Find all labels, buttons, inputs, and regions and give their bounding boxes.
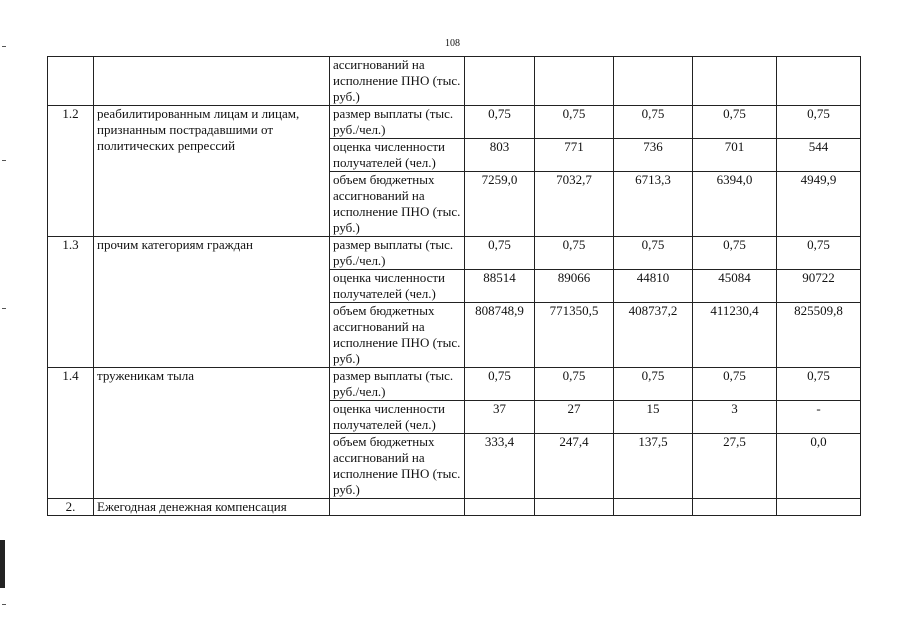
value-cell [614, 499, 693, 516]
value-cell: 45084 [693, 270, 777, 303]
value-cell [465, 499, 535, 516]
value-cell: 0,75 [777, 237, 861, 270]
value-cell: 771 [535, 139, 614, 172]
value-cell: 44810 [614, 270, 693, 303]
value-cell [693, 499, 777, 516]
value-cell: 0,75 [614, 368, 693, 401]
value-cell: 0,0 [777, 434, 861, 499]
value-cell: 0,75 [465, 237, 535, 270]
table-row [48, 237, 861, 270]
category-name-cell: прочим категориям граждан [94, 237, 330, 368]
value-cell: 37 [465, 401, 535, 434]
value-cell [777, 499, 861, 516]
value-cell: 3 [693, 401, 777, 434]
value-cell [777, 57, 861, 106]
table-row [48, 499, 861, 516]
indicator-cell: оценка численности получателей (чел.) [330, 401, 465, 434]
value-cell: 27,5 [693, 434, 777, 499]
value-cell: 4949,9 [777, 172, 861, 237]
value-cell: 0,75 [614, 237, 693, 270]
value-cell: 247,4 [535, 434, 614, 499]
value-cell: 736 [614, 139, 693, 172]
value-cell: 0,75 [693, 237, 777, 270]
value-cell: 0,75 [777, 106, 861, 139]
value-cell: 771350,5 [535, 303, 614, 368]
value-cell: 544 [777, 139, 861, 172]
value-cell: 803 [465, 139, 535, 172]
row-number-cell: 1.2 [48, 106, 94, 237]
value-cell [535, 499, 614, 516]
value-cell: 0,75 [535, 237, 614, 270]
value-cell [535, 57, 614, 106]
category-name-cell: труженикам тыла [94, 368, 330, 499]
value-cell: 825509,8 [777, 303, 861, 368]
value-cell: 0,75 [465, 368, 535, 401]
indicator-cell: размер выплаты (тыс. руб./чел.) [330, 106, 465, 139]
value-cell: 0,75 [535, 106, 614, 139]
value-cell: 89066 [535, 270, 614, 303]
row-number-cell: 1.3 [48, 237, 94, 368]
page-number: 108 [445, 38, 460, 49]
indicator-cell: размер выплаты (тыс. руб./чел.) [330, 237, 465, 270]
value-cell: - [777, 401, 861, 434]
value-cell: 6713,3 [614, 172, 693, 237]
value-cell: 808748,9 [465, 303, 535, 368]
value-cell: 90722 [777, 270, 861, 303]
value-cell: 411230,4 [693, 303, 777, 368]
value-cell: 0,75 [693, 106, 777, 139]
indicator-cell: оценка численности получателей (чел.) [330, 139, 465, 172]
value-cell: 0,75 [535, 368, 614, 401]
row-number-cell: 1.4 [48, 368, 94, 499]
value-cell: 7032,7 [535, 172, 614, 237]
value-cell [693, 57, 777, 106]
indicator-cell: ассигнований на исполнение ПНО (тыс. руб.) [330, 57, 465, 106]
table-row [48, 106, 861, 139]
indicator-cell: размер выплаты (тыс. руб./чел.) [330, 368, 465, 401]
indicator-cell: оценка численности получателей (чел.) [330, 270, 465, 303]
value-cell: 88514 [465, 270, 535, 303]
value-cell: 0,75 [465, 106, 535, 139]
table-body [48, 57, 861, 516]
value-cell: 15 [614, 401, 693, 434]
category-name-cell: реабилитированным лицам и лицам, признанным пострадавшими от политических репрессий [94, 106, 330, 237]
value-cell: 0,75 [693, 368, 777, 401]
category-name-cell: Ежегодная денежная компенсация [94, 499, 330, 516]
value-cell: 27 [535, 401, 614, 434]
value-cell [465, 57, 535, 106]
value-cell: 333,4 [465, 434, 535, 499]
row-number-cell: 2. [48, 499, 94, 516]
table-row [48, 57, 861, 106]
row-number-cell [48, 57, 94, 106]
value-cell: 701 [693, 139, 777, 172]
value-cell [614, 57, 693, 106]
value-cell: 7259,0 [465, 172, 535, 237]
value-cell: 6394,0 [693, 172, 777, 237]
indicator-cell: объем бюджетных ассигнований на исполнение ПНО (тыс. руб.) [330, 434, 465, 499]
indicator-cell: объем бюджетных ассигнований на исполнение ПНО (тыс. руб.) [330, 303, 465, 368]
value-cell: 0,75 [614, 106, 693, 139]
scan-edge-strip [0, 540, 5, 588]
value-cell: 0,75 [777, 368, 861, 401]
table-row [48, 368, 861, 401]
value-cell: 137,5 [614, 434, 693, 499]
indicator-cell [330, 499, 465, 516]
budget-allocation-table [47, 56, 861, 516]
category-name-cell [94, 57, 330, 106]
indicator-cell: объем бюджетных ассигнований на исполнение ПНО (тыс. руб.) [330, 172, 465, 237]
value-cell: 408737,2 [614, 303, 693, 368]
